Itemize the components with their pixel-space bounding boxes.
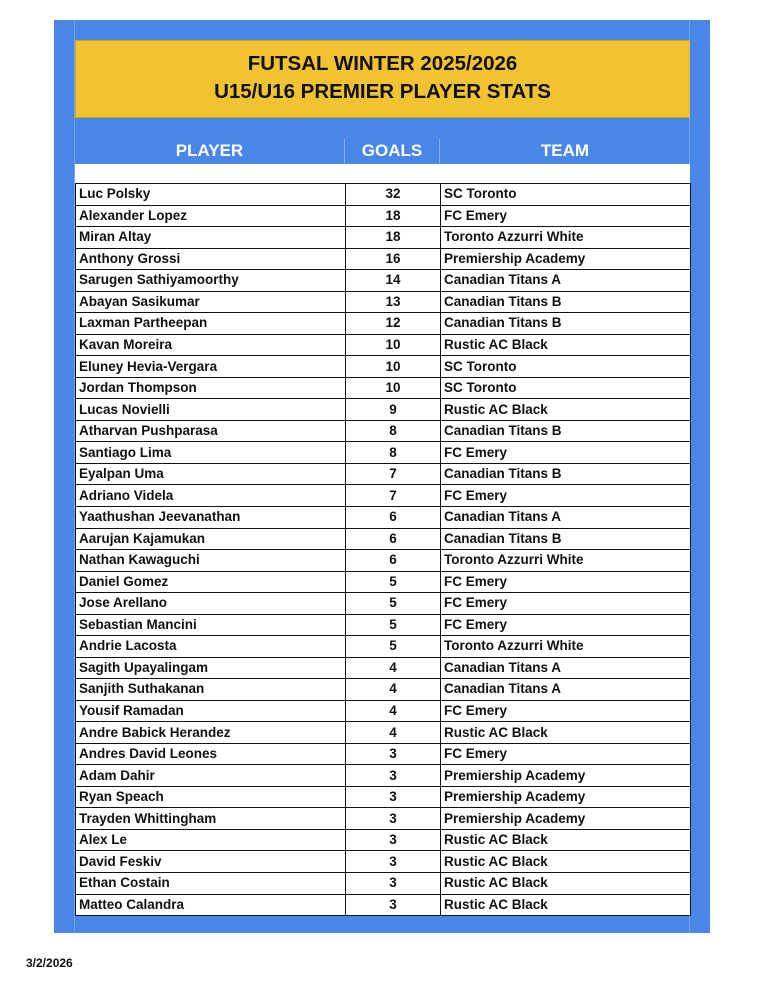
table-row	[76, 808, 691, 830]
team-name-cell: FC Emery	[441, 485, 691, 507]
player-name-cell: Laxman Partheepan	[76, 313, 346, 335]
table-row	[76, 291, 691, 313]
team-name-cell: FC Emery	[441, 614, 691, 636]
table-row	[76, 873, 691, 895]
player-name-cell: Adriano Videla	[76, 485, 346, 507]
print-date: 3/2/2026	[26, 956, 73, 970]
goals-cell: 3	[346, 851, 441, 873]
table-row	[76, 377, 691, 399]
table-row	[76, 614, 691, 636]
table-row	[76, 184, 691, 206]
goals-cell: 3	[346, 894, 441, 916]
team-name-cell: Canadian Titans B	[441, 463, 691, 485]
player-name-cell: Trayden Whittingham	[76, 808, 346, 830]
goals-cell: 5	[346, 593, 441, 615]
player-name-cell: Yousif Ramadan	[76, 700, 346, 722]
team-name-cell: Canadian Titans A	[441, 679, 691, 701]
column-header-goals: GOALS	[345, 139, 440, 163]
player-name-cell: Daniel Gomez	[76, 571, 346, 593]
table-row	[76, 593, 691, 615]
player-stats-body	[76, 184, 691, 916]
goals-cell: 6	[346, 550, 441, 572]
goals-cell: 13	[346, 291, 441, 313]
table-row	[76, 399, 691, 421]
table-row	[76, 786, 691, 808]
team-name-cell: Rustic AC Black	[441, 829, 691, 851]
goals-cell: 3	[346, 808, 441, 830]
player-name-cell: Eluney Hevia-Vergara	[76, 356, 346, 378]
table-row	[76, 463, 691, 485]
table-row	[76, 248, 691, 270]
team-name-cell: Rustic AC Black	[441, 873, 691, 895]
table-row	[76, 442, 691, 464]
player-name-cell: Luc Polsky	[76, 184, 346, 206]
player-name-cell: Andre Babick Herandez	[76, 722, 346, 744]
goals-cell: 16	[346, 248, 441, 270]
goals-cell: 4	[346, 722, 441, 744]
goals-cell: 7	[346, 463, 441, 485]
goals-cell: 3	[346, 873, 441, 895]
player-name-cell: Matteo Calandra	[76, 894, 346, 916]
goals-cell: 4	[346, 679, 441, 701]
player-name-cell: Sebastian Mancini	[76, 614, 346, 636]
team-name-cell: Premiership Academy	[441, 808, 691, 830]
table-row	[76, 420, 691, 442]
team-name-cell: Rustic AC Black	[441, 722, 691, 744]
table-row	[76, 894, 691, 916]
player-name-cell: Abayan Sasikumar	[76, 291, 346, 313]
player-name-cell: Sagith Upayalingam	[76, 657, 346, 679]
goals-cell: 4	[346, 657, 441, 679]
team-name-cell: Rustic AC Black	[441, 334, 691, 356]
goals-cell: 6	[346, 506, 441, 528]
blank-row	[75, 164, 690, 183]
table-row	[76, 722, 691, 744]
table-row	[76, 851, 691, 873]
goals-cell: 5	[346, 614, 441, 636]
column-header-player: PLAYER	[75, 139, 345, 163]
team-name-cell: Toronto Azzurri White	[441, 227, 691, 249]
goals-cell: 10	[346, 377, 441, 399]
player-name-cell: Atharvan Pushparasa	[76, 420, 346, 442]
team-name-cell: SC Toronto	[441, 377, 691, 399]
spreadsheet-page	[54, 20, 710, 933]
team-name-cell: FC Emery	[441, 442, 691, 464]
goals-cell: 3	[346, 829, 441, 851]
goals-cell: 18	[346, 205, 441, 227]
player-name-cell: Andrie Lacosta	[76, 636, 346, 658]
goals-cell: 5	[346, 636, 441, 658]
player-name-cell: Miran Altay	[76, 227, 346, 249]
team-name-cell: Rustic AC Black	[441, 399, 691, 421]
table-row	[76, 528, 691, 550]
player-name-cell: Nathan Kawaguchi	[76, 550, 346, 572]
player-name-cell: Andres David Leones	[76, 743, 346, 765]
team-name-cell: Toronto Azzurri White	[441, 636, 691, 658]
team-name-cell: Canadian Titans A	[441, 506, 691, 528]
table-row	[76, 356, 691, 378]
team-name-cell: Canadian Titans A	[441, 270, 691, 292]
table-row	[76, 679, 691, 701]
goals-cell: 3	[346, 786, 441, 808]
team-name-cell: Rustic AC Black	[441, 851, 691, 873]
team-name-cell: FC Emery	[441, 205, 691, 227]
team-name-cell: Canadian Titans B	[441, 291, 691, 313]
player-name-cell: Yaathushan Jeevanathan	[76, 506, 346, 528]
player-name-cell: Aarujan Kajamukan	[76, 528, 346, 550]
table-row	[76, 227, 691, 249]
player-name-cell: Sarugen Sathiyamoorthy	[76, 270, 346, 292]
goals-cell: 8	[346, 442, 441, 464]
title-banner	[75, 40, 690, 118]
goals-cell: 3	[346, 743, 441, 765]
table-row	[76, 334, 691, 356]
table-row	[76, 506, 691, 528]
goals-cell: 14	[346, 270, 441, 292]
goals-cell: 10	[346, 356, 441, 378]
team-name-cell: Premiership Academy	[441, 765, 691, 787]
table-row	[76, 571, 691, 593]
player-name-cell: Santiago Lima	[76, 442, 346, 464]
team-name-cell: FC Emery	[441, 593, 691, 615]
player-name-cell: Kavan Moreira	[76, 334, 346, 356]
table-row	[76, 700, 691, 722]
team-name-cell: Canadian Titans B	[441, 528, 691, 550]
player-name-cell: Adam Dahir	[76, 765, 346, 787]
player-name-cell: Ryan Speach	[76, 786, 346, 808]
goals-cell: 18	[346, 227, 441, 249]
column-header-row	[75, 139, 690, 163]
team-name-cell: FC Emery	[441, 700, 691, 722]
team-name-cell: SC Toronto	[441, 184, 691, 206]
team-name-cell: Premiership Academy	[441, 786, 691, 808]
team-name-cell: Rustic AC Black	[441, 894, 691, 916]
table-row	[76, 270, 691, 292]
title-line-2: U15/U16 PREMIER PLAYER STATS	[214, 80, 551, 103]
goals-cell: 3	[346, 765, 441, 787]
player-name-cell: Ethan Costain	[76, 873, 346, 895]
table-row	[76, 485, 691, 507]
table-row	[76, 657, 691, 679]
player-name-cell: Alex Le	[76, 829, 346, 851]
player-name-cell: Sanjith Suthakanan	[76, 679, 346, 701]
team-name-cell: Premiership Academy	[441, 248, 691, 270]
title-line-1: FUTSAL WINTER 2025/2026	[247, 52, 518, 75]
player-name-cell: Lucas Novielli	[76, 399, 346, 421]
goals-cell: 4	[346, 700, 441, 722]
table-row	[76, 765, 691, 787]
table-row	[76, 829, 691, 851]
column-header-team: TEAM	[540, 141, 590, 160]
player-name-cell: Eyalpan Uma	[76, 463, 346, 485]
goals-cell: 32	[346, 184, 441, 206]
player-name-cell: Alexander Lopez	[76, 205, 346, 227]
table-row	[76, 636, 691, 658]
goals-cell: 10	[346, 334, 441, 356]
team-name-cell: Canadian Titans B	[441, 313, 691, 335]
goals-cell: 5	[346, 571, 441, 593]
team-name-cell: Canadian Titans A	[441, 657, 691, 679]
table-row	[76, 743, 691, 765]
table-row	[76, 550, 691, 572]
table-row	[76, 205, 691, 227]
table-row	[76, 313, 691, 335]
player-name-cell: Jose Arellano	[76, 593, 346, 615]
team-name-cell: SC Toronto	[441, 356, 691, 378]
goals-cell: 7	[346, 485, 441, 507]
player-stats-table	[75, 183, 691, 916]
player-name-cell: David Feskiv	[76, 851, 346, 873]
player-name-cell: Anthony Grossi	[76, 248, 346, 270]
goals-cell: 8	[346, 420, 441, 442]
team-name-cell: Toronto Azzurri White	[441, 550, 691, 572]
goals-cell: 9	[346, 399, 441, 421]
goals-cell: 12	[346, 313, 441, 335]
team-name-cell: FC Emery	[441, 571, 691, 593]
team-name-cell: FC Emery	[441, 743, 691, 765]
goals-cell: 6	[346, 528, 441, 550]
player-name-cell: Jordan Thompson	[76, 377, 346, 399]
team-name-cell: Canadian Titans B	[441, 420, 691, 442]
